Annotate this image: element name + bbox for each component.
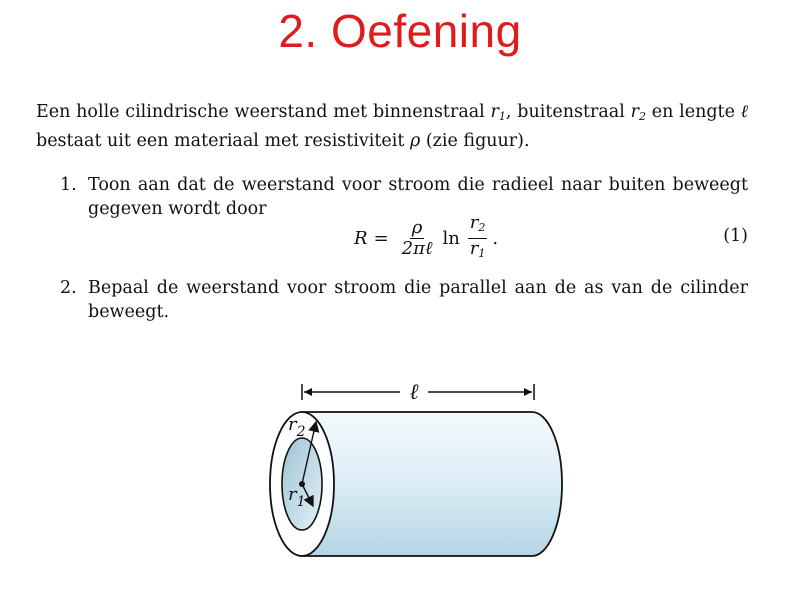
intro-text-2: , buitenstraal	[505, 102, 631, 122]
item-number: 1.	[60, 175, 77, 195]
item-number: 2.	[60, 278, 77, 298]
page-title: 2. Oefening	[278, 5, 522, 57]
r2-label: $r_2$	[288, 414, 306, 440]
symbol-r1: $r_1$	[490, 102, 506, 123]
eq-fraction-radii	[468, 213, 488, 264]
intro-text-1: Een holle cilindrische weerstand met binnenstraal	[36, 102, 491, 122]
cylinder-figure	[250, 368, 580, 568]
r1-label: $r_1$	[288, 484, 306, 510]
intro-text-5: (zie figuur).	[420, 131, 530, 151]
intro-paragraph	[36, 100, 748, 153]
length-label: ℓ	[409, 380, 419, 405]
cylinder-body	[302, 412, 562, 556]
intro-text-3: en lengte	[645, 102, 741, 122]
eq-lhs: R	[354, 227, 368, 249]
item-text: Toon aan dat de weerstand voor stroom die radieel naar buiten beweegt gegeven wordt door	[88, 175, 748, 219]
dimension-arrow-left	[304, 388, 312, 396]
item-text: Bepaal de weerstand voor stroom die parallel aan de as van de cilinder beweegt.	[88, 278, 748, 322]
symbol-rho: ρ	[409, 131, 421, 151]
equation	[354, 213, 498, 263]
symbol-r2: $r_2$	[630, 102, 646, 123]
equation-number: (1)	[723, 226, 748, 246]
eq-frac2-denominator: $r_1$	[469, 237, 486, 260]
eq-period: .	[492, 227, 499, 249]
dimension-arrow-right	[524, 388, 532, 396]
eq-equals: =	[373, 227, 389, 249]
list-item	[60, 276, 748, 324]
eq-frac1-numerator: ρ	[411, 216, 423, 238]
intro-text-4: bestaat uit een materiaal met resistiviteit	[36, 131, 410, 151]
eq-fraction-rho	[400, 218, 435, 259]
symbol-length: ℓ	[740, 102, 748, 122]
eq-frac2-numerator: $r_2$	[468, 213, 488, 239]
eq-ln: ln	[442, 227, 460, 249]
eq-frac1-denominator: 2πℓ	[401, 237, 433, 259]
